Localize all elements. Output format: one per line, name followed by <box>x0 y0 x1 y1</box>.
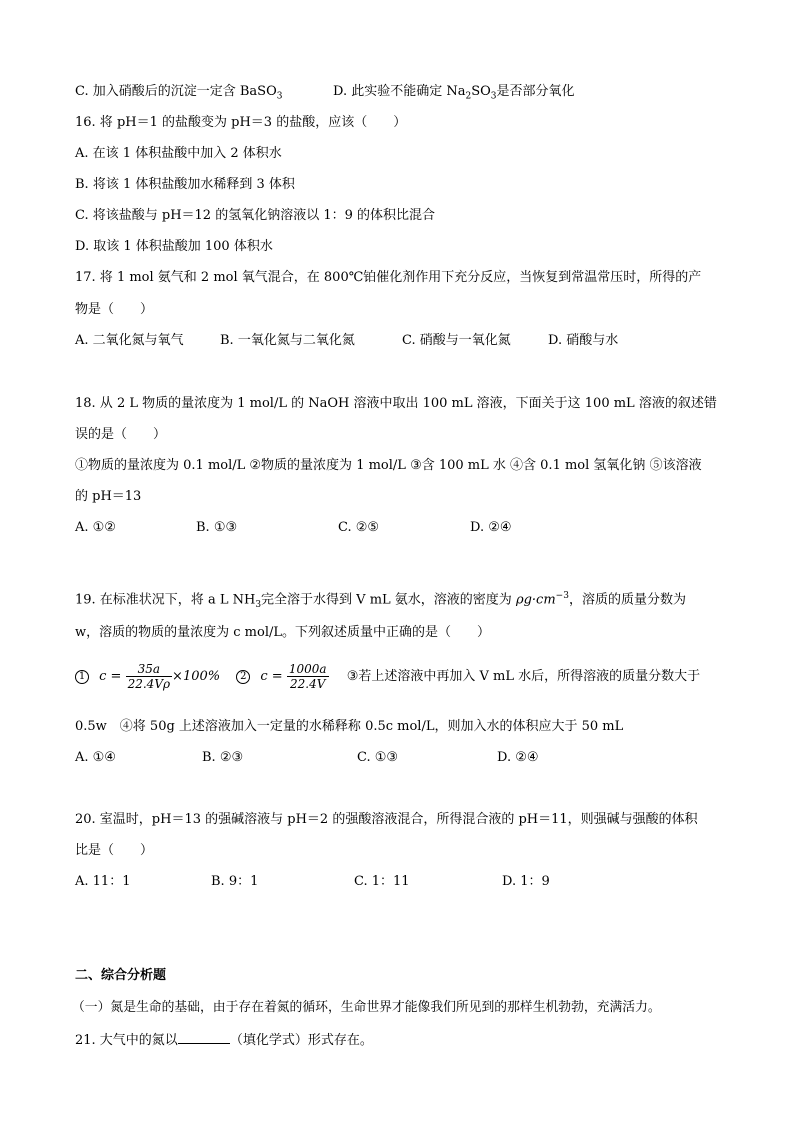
q16-stem: 16. 将 pH＝1 的盐酸变为 pH＝3 的盐酸，应该（ ） <box>75 115 407 130</box>
q18-statement-4: ④含 0.1 mol 氢氧化钠 <box>510 458 646 473</box>
formula-2-fraction: $\frac{1000a}{22.4V}$ <box>288 662 327 691</box>
q18-statement-1: ①物质的量浓度为 0.1 mol/L <box>75 458 246 473</box>
q17-option-a: A. 二氧化氮与氧气 <box>75 333 184 348</box>
q18-option-b: B. ①③ <box>196 520 238 535</box>
q19-option-b: B. ②③ <box>202 750 244 765</box>
q19-option-d: D. ②④ <box>497 750 539 765</box>
q17-option-c: C. 硝酸与一氧化氮 <box>402 333 511 348</box>
q20-stem-line2: 比是（ ） <box>75 843 154 858</box>
q16-option-d: D. 取该 1 体积盐酸加 100 体积水 <box>75 239 273 254</box>
q18-option-d: D. ②④ <box>470 520 512 535</box>
formula-1-fraction: $\frac{35a}{22.4V\rho}$ <box>127 662 171 691</box>
q20-option-b: B. 9：1 <box>211 874 259 889</box>
q19-stem-line1: 19. 在标准状况下，将 a L $NH_3$完全溶于水得到 V mL 氨水，溶液的密度为 $\rho g\cdot cm^{-3}$，溶质的质量分数为 <box>75 591 686 610</box>
q20-option-d: D. 1：9 <box>502 874 550 889</box>
q16-option-a: A. 在该 1 体积盐酸中加入 2 体积水 <box>75 146 282 161</box>
q18-option-a: A. ①② <box>75 520 116 535</box>
circled-2-icon: 2 <box>236 670 250 684</box>
q19-line3: 0.5w ④将 50g 上述溶液加入一定量的水稀释称 0.5c mol/L，则加入水的体积应大于 50 mL <box>75 719 624 734</box>
q17-option-b: B. 一氧化氮与二氧化氮 <box>220 333 355 348</box>
q19-option-a: A. ①④ <box>75 750 116 765</box>
q17-stem-line1: 17. 将 1 mol 氨气和 2 mol 氧气混合，在 800℃铂催化剂作用下充分反应，当恢复到常温常压时，所得的产 <box>75 270 702 285</box>
q17-stem-line2: 物是（ ） <box>75 302 154 317</box>
q18-option-c: C. ②⑤ <box>338 520 380 535</box>
q16-option-b: B. 将该 1 体积盐酸加水稀释到 3 体积 <box>75 177 295 192</box>
q18-stem-line2: 误的是（ ） <box>75 427 167 442</box>
circled-1-icon: 1 <box>75 670 89 684</box>
density-expression: ρg·cm <box>515 592 556 608</box>
q19-formulas: 1 c = $\frac{35a}{22.4V\rho}$ ×100% 2 c = $\frac{1000a}{22.4V}$ ③若上述溶液中再加入 V mL 水后，所得溶液的质量分数大于 <box>75 660 700 694</box>
q19-option-c: C. ①③ <box>357 750 399 765</box>
q18-statement-5-cont: 的 pH＝13 <box>75 489 142 504</box>
q18-stem-line1: 18. 从 2 L 物质的量浓度为 1 mol/L 的 NaOH 溶液中取出 100 mL 溶液，下面关于这 100 mL 溶液的叙述错 <box>75 396 717 411</box>
q18-statement-3: ③含 100 mL 水 <box>410 458 506 473</box>
q19-statement-3: ③若上述溶液中再加入 V mL 水后，所得溶液的质量分数大于 <box>346 669 701 684</box>
q21-answer-blank[interactable] <box>178 1031 230 1044</box>
section-intro: （一）氮是生命的基础，由于存在着氮的循环，生命世界才能像我们所见到的那样生机勃勃，充满活力。 <box>72 1000 661 1015</box>
q16-option-c: C. 将该盐酸与 pH＝12 的氢氧化钠溶液以 1：9 的体积比混合 <box>75 208 436 223</box>
q19-stem-line2: w，溶质的物质的量浓度为 c mol/L。下列叙述质量中正确的是（ ） <box>75 625 490 640</box>
q15-option-d: D. 此实验不能确定 $Na_2SO_3$是否部分氧化 <box>333 84 575 102</box>
q18-statements <box>75 458 702 474</box>
q15-option-c: C. 加入硝酸后的沉淀一定含 BaSO$_3$ <box>75 84 283 102</box>
q18-statement-2: ②物质的量浓度为 1 mol/L <box>249 458 406 473</box>
section-heading: 二、综合分析题 <box>75 968 167 983</box>
q20-stem-line1: 20. 室温时，pH＝13 的强碱溶液与 pH＝2 的强酸溶液混合，所得混合液的 pH＝11，则强碱与强酸的体积 <box>75 812 698 827</box>
q20-option-c: C. 1：11 <box>354 874 410 889</box>
q20-option-a: A. 11：1 <box>75 874 131 889</box>
q17-option-d: D. 硝酸与水 <box>548 333 619 348</box>
q21-stem: 21. 大气中的氮以 （填化学式）形式存在。 <box>75 1033 373 1048</box>
q18-statement-5: ⑤该溶液 <box>649 458 702 473</box>
